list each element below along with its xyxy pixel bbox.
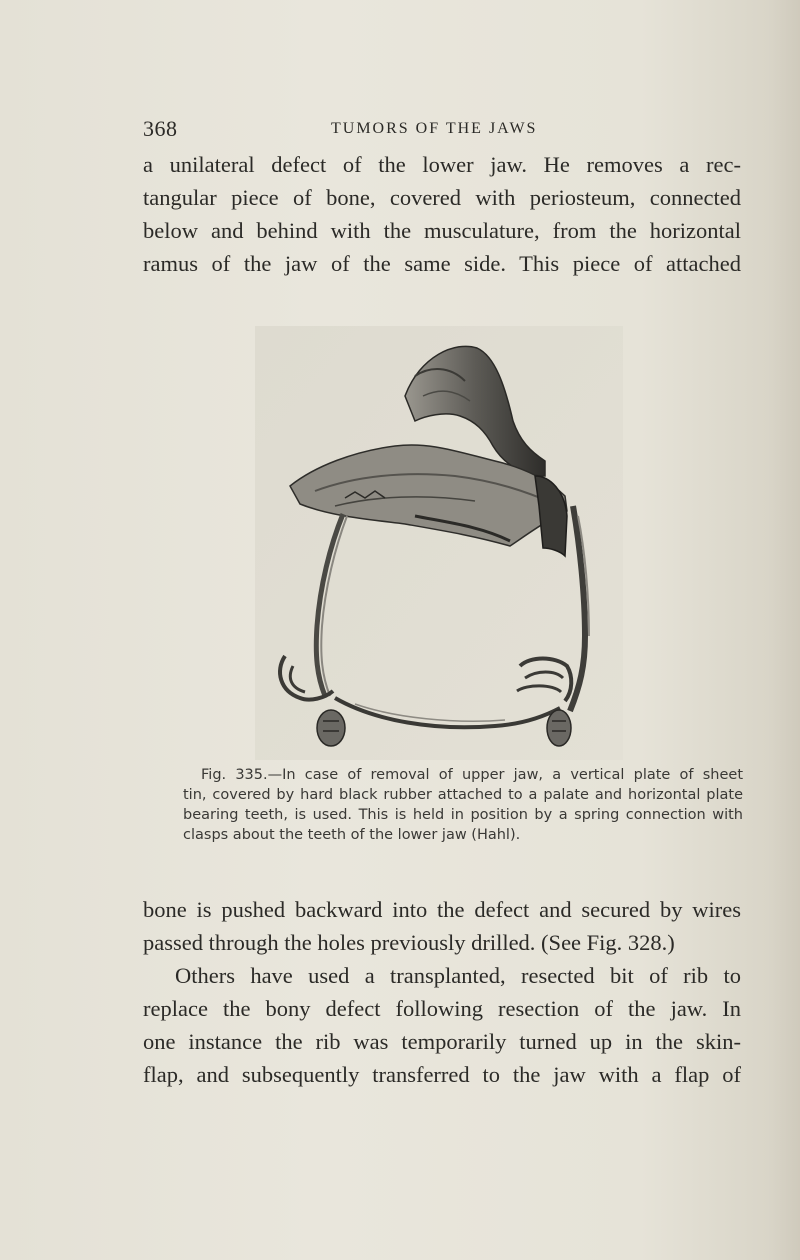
text-line: passed through the holes previously drilled. (See Fig. 328.) [143, 930, 675, 955]
text-line: flap, and subsequently transferred to the jaw with a flap of [143, 1062, 741, 1087]
figure-caption [183, 765, 743, 845]
prosthesis-figure [255, 326, 623, 760]
running-head: TUMORS OF THE JAWS [331, 120, 538, 137]
top-paragraph [143, 148, 741, 280]
caption-line: Fig. 335.—In case of removal of upper jaw, a vertical plate of sheet [201, 767, 743, 783]
text-line: a unilateral defect of the lower jaw. He removes a rec- [143, 152, 741, 177]
caption-line: tin, covered by hard black rubber attached to a palate and horizontal plate [183, 787, 743, 803]
text-line: replace the bony defect following resection of the jaw. In [143, 996, 741, 1021]
right-tooth [547, 710, 571, 746]
text-line: Others have used a transplanted, resected bit of rib to [175, 963, 741, 988]
prosthesis-illustration [255, 326, 623, 760]
page-header [143, 116, 743, 144]
text-line: one instance the rib was temporarily turned up in the skin- [143, 1029, 741, 1054]
left-tooth [317, 710, 345, 746]
text-line: below and behind with the musculature, from the horizontal [143, 218, 741, 243]
caption-line: clasps about the teeth of the lower jaw (Hahl). [183, 827, 521, 843]
bottom-paragraph [143, 893, 741, 1091]
text-line: bone is pushed backward into the defect and secured by wires [143, 897, 741, 922]
text-line: tangular piece of bone, covered with periosteum, connected [143, 185, 741, 210]
page-number: 368 [143, 116, 178, 141]
caption-line: bearing teeth, is used. This is held in position by a spring connection with [183, 807, 743, 823]
text-line: ramus of the jaw of the same side. This piece of attached [143, 251, 741, 276]
